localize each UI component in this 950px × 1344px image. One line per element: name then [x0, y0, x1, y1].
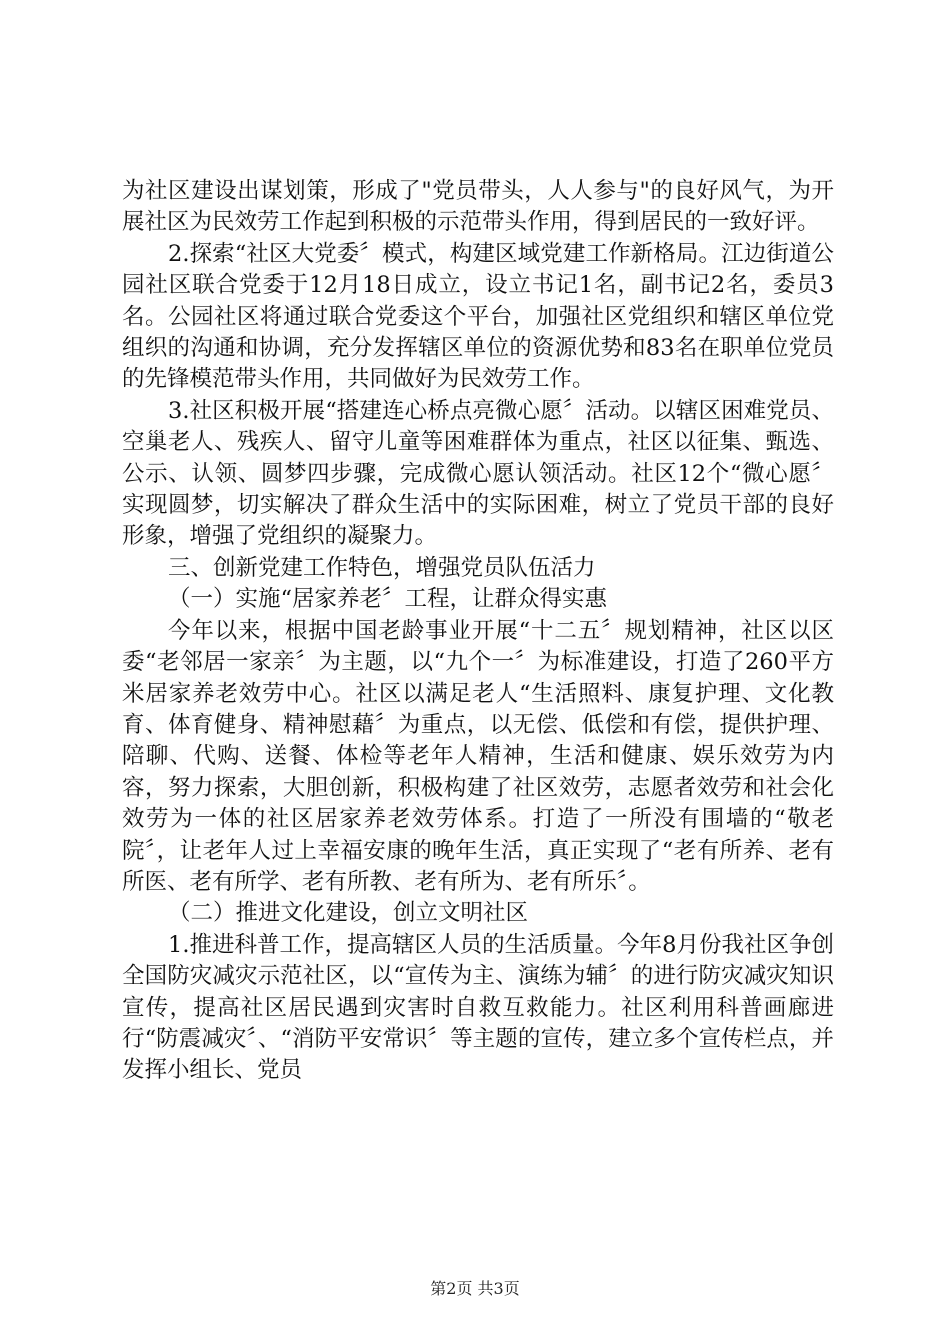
paragraph: 1.推进科普工作，提高辖区人员的生活质量。今年8月份我社区争创全国防灾减灾示范社区，以“宣传为主、演练为辅〞的进行防灾减灾知识宣传，提高社区居民遇到灾害时自救互救能力。社区利用科普画廊进行“防震减灾〞、“消防平安常识〞等主题的宣传，建立多个宣传栏点，并发挥小组长、党员: [122, 931, 834, 1084]
document-body: [122, 176, 834, 1087]
page-footer: [0, 1276, 950, 1299]
paragraph: 3.社区积极开展“搭建连心桥点亮微心愿〞活动。以辖区困难党员、空巢老人、残疾人、留守儿童等困难群体为重点，社区以征集、甄选、公示、认领、圆梦四步骤，完成微心愿认领活动。社区12个“微心愿〞实现圆梦，切实解决了群众生活中的实际困难，树立了党员干部的良好形象，增强了党组织的凝聚力。: [122, 397, 834, 550]
paragraph: 为社区建设出谋划策，形成了"党员带头，人人参与"的良好风气，为开展社区为民效劳工作起到积极的示范带头作用，得到居民的一致好评。: [122, 178, 834, 236]
page-total: 共3页: [477, 1279, 520, 1298]
section-heading: 三、创新党建工作特色，增强党员队伍活力: [168, 554, 596, 581]
page-number: 第2页: [430, 1279, 473, 1298]
paragraph: 2.探索“社区大党委〞模式，构建区域党建工作新格局。江边街道公园社区联合党委于12月18日成立，设立书记1名，副书记2名，委员3名。公园社区将通过联合党委这个平台，加强社区党组织和辖区单位党组织的沟通和协调，充分发挥辖区单位的资源优势和83名在职单位党员的先锋模范带头作用，共同做好为民效劳工作。: [122, 240, 834, 393]
subsection-heading: （二）推进文化建设，创立文明社区: [168, 900, 529, 927]
subsection-heading: （一）实施“居家养老〞工程，让群众得实惠: [168, 586, 608, 613]
paragraph: 今年以来，根据中国老龄事业开展“十二五〞规划精神，社区以区委“老邻居一家亲〞为主题，以“九个一〞为标准建设，打造了260平方米居家养老效劳中心。社区以满足老人“生活照料、康复护理、文化教育、体育健身、精神慰藉〞为重点，以无偿、低偿和有偿，提供护理、陪聊、代购、送餐、体检等老年人精神，生活和健康、娱乐效劳为内容，努力探索，大胆创新，积极构建了社区效劳，志愿者效劳和社会化效劳为一体的社区居家养老效劳体系。打造了一所没有围墙的“敬老院〞，让老年人过上幸福安康的晚年生活，真正实现了“老有所养、老有所医、老有所学、老有所教、老有所为、老有所乐〞。: [122, 617, 834, 895]
